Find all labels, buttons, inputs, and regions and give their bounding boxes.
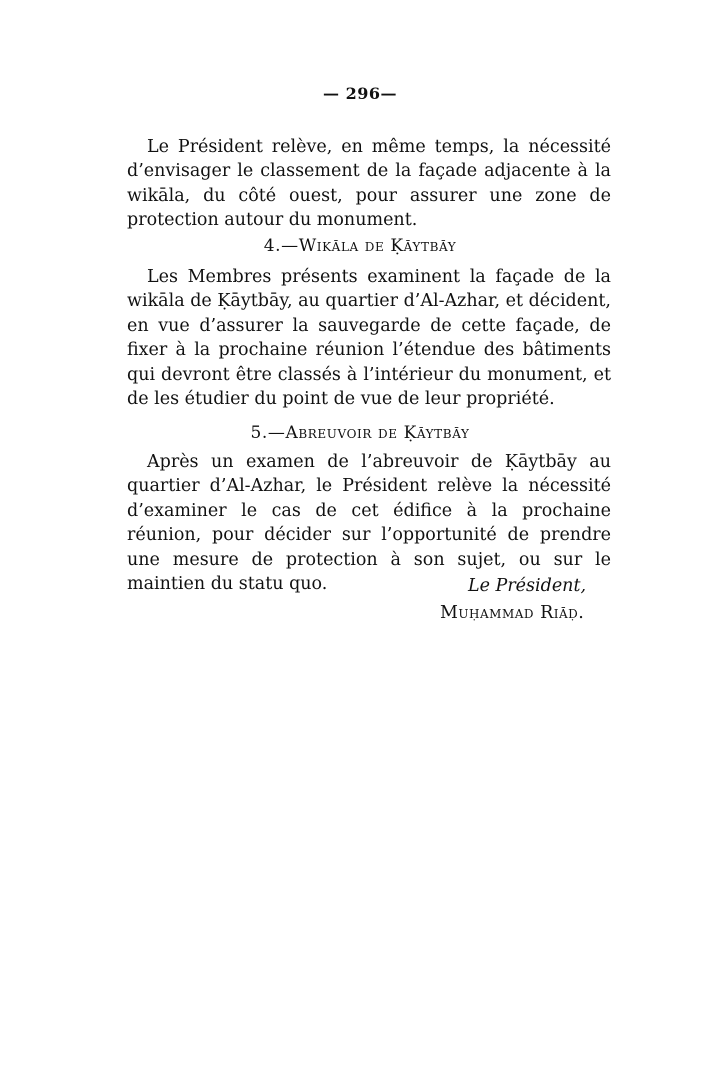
intro-paragraph-text: Le Président relève, en même temps, la nécessité d’envisager le classement de la façade adjacente à la wikāla, du côté ouest, pour assurer une zone de protection autour du monument. <box>127 137 611 231</box>
section-4-paragraph <box>127 265 611 411</box>
section-4-heading: 4.—Wikāla de Ḳāytbāy <box>263 236 457 256</box>
page-number: — 296— <box>323 84 397 103</box>
section-5-heading: 5.—Abreuvoir de Ḳāytbāy <box>250 423 470 443</box>
section-4-paragraph-text: Les Membres présents examinent la façade de la wikāla de Ḳāytbāy, au quartier d’Al-Azhar, et décident, en vue d’assurer la sauvegarde de cette façade, de fixer à la prochaine réunion l’étendue des bâtiments qui devront être classés à l’intérieur du monument, et de les étudier du point de vue de leur propriété. <box>127 267 611 410</box>
intro-paragraph <box>127 135 611 233</box>
section-5-paragraph-text: Après un examen de l’abreuvoir de Ḳāytbāy au quartier d’Al-Azhar, le Président relève la nécessité d’examiner le cas de cet édifice à la prochaine réunion, pour décider sur l’opportunité de prendre une mesure de protection à son sujet, ou sur le maintien du statu quo. <box>127 452 611 595</box>
signature-name: Muḥammad Riāḍ. <box>440 603 585 623</box>
signature-title: Le Président, <box>468 576 587 596</box>
